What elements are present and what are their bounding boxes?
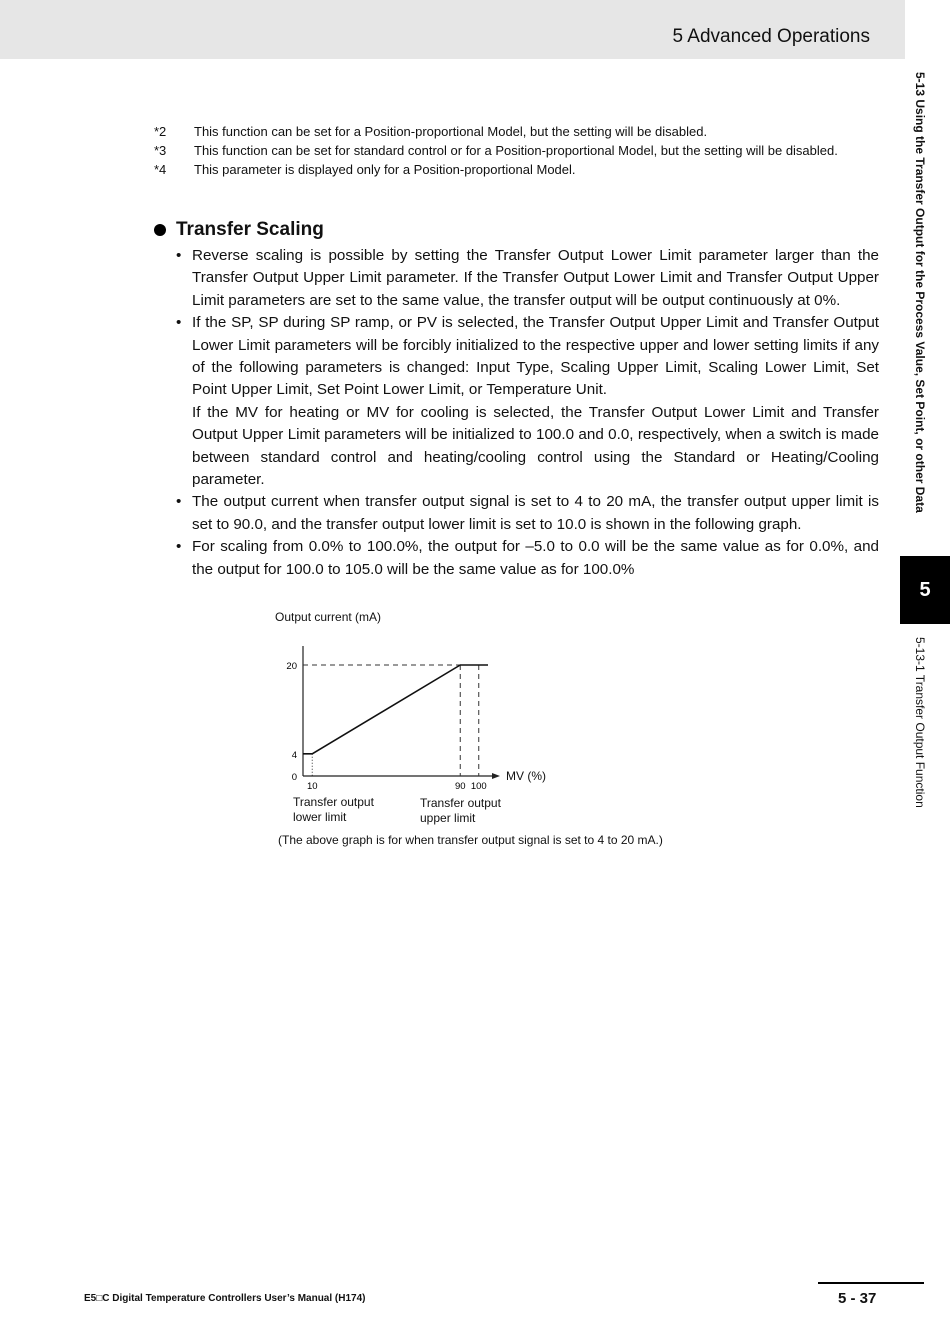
footer-manual-title: E5□C Digital Temperature Controllers User’s Manual (H174): [84, 1293, 366, 1304]
side-subsection-title: 5-13-1 Transfer Output Function: [913, 637, 927, 808]
bullet-item: [176, 536, 879, 581]
footer-rule: [818, 1282, 924, 1284]
side-section-title: 5-13 Using the Transfer Output for the Process Value, Set Point, or other Data: [913, 72, 927, 513]
page-header-title: 5 Advanced Operations: [672, 26, 870, 47]
bullet-paragraph: For scaling from 0.0% to 100.0%, the output for –5.0 to 0.0 will be the same value as for 0.0%, and the output for 100.0 to 105.0 will be the same value as for 100.0%: [192, 538, 879, 578]
x-tick-label: 90: [454, 781, 466, 792]
bullet-paragraph: If the MV for heating or MV for cooling is selected, the Transfer Output Lower Limit and Transfer Output Upper Limit parameters will be initialized to 100.0 and 0.0, respectively, when a switch is made between standard control and heating/cooling control using the Standard or Heating/Cooling parameter.: [192, 403, 879, 489]
bullet-paragraph: Reverse scaling is possible by setting the Transfer Output Lower Limit parameter larger than the Transfer Output Upper Limit parameter. If the Transfer Output Lower Limit and Transfer Output Upper Limit parameters are set to the same value, the transfer output will be output continuously at 0%.: [192, 247, 879, 309]
upper-limit-annotation: Transfer output upper limit: [420, 796, 501, 825]
footnote: [154, 160, 878, 179]
chart-y-axis-label: Output current (mA): [275, 610, 382, 624]
footnote-text: This parameter is displayed only for a Position-proportional Model.: [194, 162, 576, 177]
bullet-dot-icon: [154, 224, 166, 236]
bullet-item: [176, 312, 879, 491]
page-number: 5 - 37: [838, 1290, 877, 1307]
bullet-mark: •: [176, 314, 182, 332]
y-tick-label: 0: [291, 772, 297, 783]
footnote-mark: *2: [154, 124, 167, 139]
footnote-mark: *4: [154, 162, 167, 177]
footnotes: [154, 122, 878, 179]
lower-limit-annotation: Transfer output lower limit: [293, 795, 374, 824]
bullet-paragraph: If the SP, SP during SP ramp, or PV is selected, the Transfer Output Upper Limit and Transfer Output Lower Limit parameters will be forcibly initialized to the respective upper and lower setting limits if any of the following parameters is changed: Input Type, Scaling Upper Limit, Scaling Lower Limit, Set Point Upper Limit, Set Point Lower Limit, or Temperature Unit.: [192, 314, 879, 399]
y-tick-label: 20: [286, 661, 297, 672]
bullet-list: [176, 245, 879, 581]
footnote: [154, 141, 878, 160]
chapter-tab: 5: [900, 556, 950, 624]
chart-x-axis-label: MV (%): [506, 769, 546, 783]
transfer-output-chart: [270, 606, 710, 856]
bullet-mark: •: [176, 493, 182, 511]
section-heading-text: Transfer Scaling: [176, 219, 324, 240]
footnote-text: This function can be set for standard control or for a Position-proportional Model, but the setting will be disabled.: [194, 143, 838, 158]
footnote-text: This function can be set for a Position-proportional Model, but the setting will be disabled.: [194, 124, 708, 139]
section-heading: [154, 219, 324, 241]
x-axis-arrow-icon: [492, 773, 500, 779]
x-tick-label: 10: [306, 781, 318, 792]
bullet-paragraph: The output current when transfer output signal is set to 4 to 20 mA, the transfer output upper limit is set to 90.0, and the transfer output lower limit is set to 10.0 is shown in the following graph.: [192, 493, 879, 533]
chart-caption: (The above graph is for when transfer output signal is set to 4 to 20 mA.): [278, 833, 663, 847]
footnote-mark: *3: [154, 143, 167, 158]
x-tick-label: 100: [470, 781, 487, 792]
bullet-item: [176, 245, 879, 312]
y-tick-label: 4: [291, 749, 297, 761]
bullet-mark: •: [176, 247, 182, 264]
footnote: [154, 122, 878, 141]
bullet-mark: •: [176, 538, 182, 556]
bullet-item: [176, 491, 879, 536]
